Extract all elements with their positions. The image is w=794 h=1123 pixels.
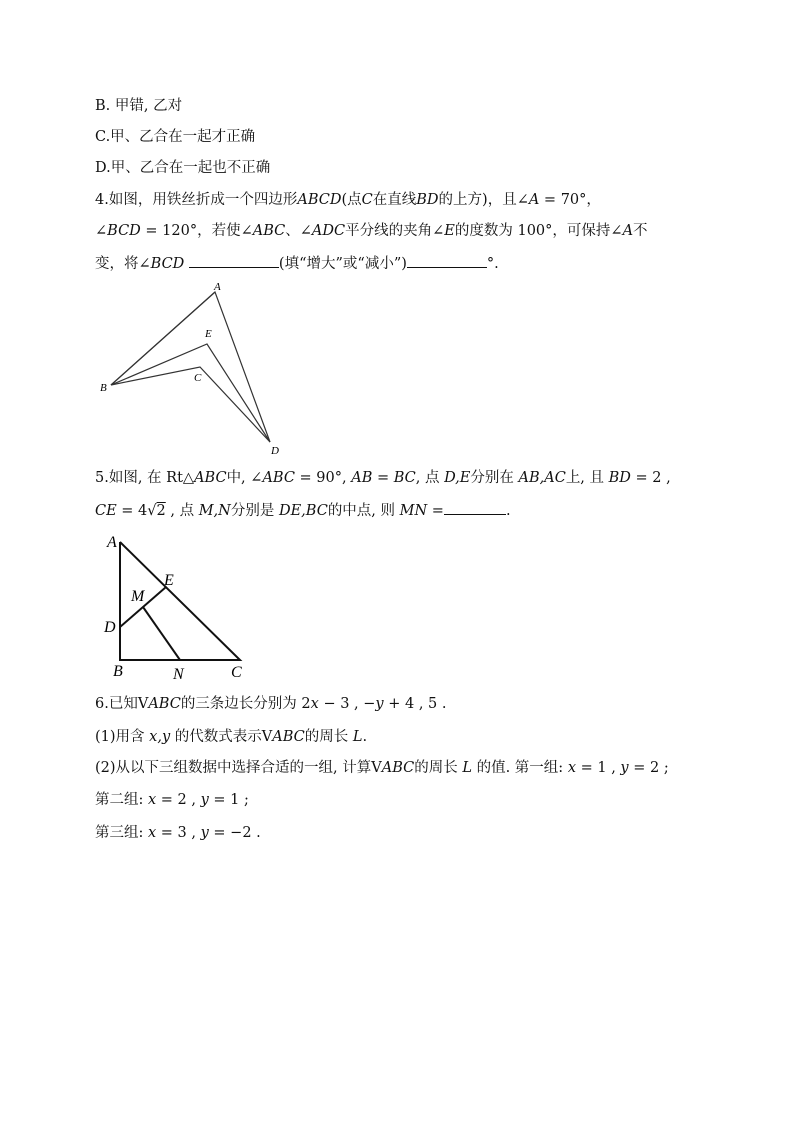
q6-line-1: 6.已知VABC的三条边长分别为 2x − 3 , −y + 4 , 5 . bbox=[95, 696, 447, 712]
q6-part-1: (1)用含 x,y 的代数式表示VABC的周长 L. bbox=[95, 729, 368, 745]
answer-blank-3[interactable] bbox=[444, 499, 506, 515]
label-a: A bbox=[214, 282, 221, 293]
answer-blank-2[interactable] bbox=[407, 252, 487, 268]
q5-line-1: 5.如图, 在 Rt△ABC中, ∠ABC = 90°, AB = BC, 点 D,E分别在 AB,AC上, 且 BD = 2 , bbox=[95, 470, 671, 486]
q6-part-2: (2)从以下三组数据中选择合适的一组, 计算VABC的周长 L 的值. 第一组: x = 1 , y = 2 ; bbox=[95, 760, 669, 776]
q5-figure bbox=[100, 530, 260, 685]
q6-group-2: 第二组: x = 2 , y = 1 ; bbox=[95, 792, 249, 808]
sqrt-symbol: √ bbox=[147, 503, 157, 519]
quad-path-via-a bbox=[111, 292, 270, 442]
label-c: C bbox=[194, 372, 202, 384]
label-b: B bbox=[113, 663, 123, 680]
label-n: N bbox=[173, 666, 184, 683]
q6-group-3: 第三组: x = 3 , y = −2 . bbox=[95, 825, 261, 841]
q5-line-2: CE = 4√2 , 点 M,N分别是 DE,BC的中点, 则 MN = . bbox=[95, 499, 511, 521]
label-d: D bbox=[104, 619, 116, 636]
label-m: M bbox=[131, 588, 145, 605]
segment-mn bbox=[143, 607, 180, 660]
option-b: B. 甲错, 乙对 bbox=[95, 98, 183, 114]
q4-figure bbox=[95, 282, 295, 460]
label-d: D bbox=[271, 445, 279, 457]
label-e: E bbox=[205, 328, 212, 340]
q4-line-1: 4.如图，用铁丝折成一个四边形ABCD(点C在直线BD的上方)，且∠A = 70°， bbox=[95, 192, 601, 208]
label-a: A bbox=[107, 534, 117, 551]
option-d: D.甲、乙合在一起也不正确 bbox=[95, 160, 271, 176]
option-c: C.甲、乙合在一起才正确 bbox=[95, 129, 256, 145]
label-e: E bbox=[164, 572, 174, 589]
q4-line-2: ∠BCD = 120°，若使∠ABC、∠ADC平分线的夹角∠E的度数为 100°，可保持∠A不 bbox=[95, 223, 648, 239]
label-c: C bbox=[231, 664, 242, 681]
label-b: B bbox=[100, 382, 107, 394]
q4-line-3: 变，将∠BCD (填“增大”或“减小”) °. bbox=[95, 252, 499, 274]
answer-blank-1[interactable] bbox=[189, 252, 279, 268]
